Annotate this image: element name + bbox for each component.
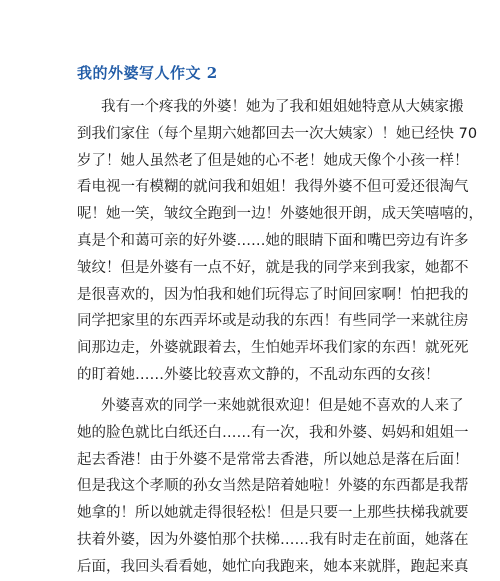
text-line: 岁了！她人虽然老了但是她的心不老！她成天像个小孩一样！ xyxy=(77,152,469,169)
paragraph-1 xyxy=(77,94,483,389)
text-line: 到我们家住（每个星期六她都回去一次大姨家）！她已经快 70 xyxy=(77,125,478,142)
text-line: 的盯着她……外婆比较喜欢文静的，不乱动东西的女孩！ xyxy=(77,366,440,383)
text-line: 是很喜欢的，因为怕我和她们玩得忘了时间回家啊！怕把我的 xyxy=(77,286,469,303)
text-line: 同学把家里的东西弄坏或是动我的东西！有些同学一来就往房 xyxy=(77,313,469,330)
text-line: 间那边走，外婆就跟着去，生怕她弄坏我们家的东西！就死死 xyxy=(77,340,469,357)
text-line: 扶着外婆，因为外婆怕那个扶梯……我有时走在前面，她落在 xyxy=(77,531,469,548)
text-line: 她拿的！所以她就走得很轻松！但是只要一上那些扶梯我就要 xyxy=(77,505,469,522)
document-title: 我的外婆写人作文 2 xyxy=(77,64,218,82)
text-line: 起去香港！由于外婆不是常常去香港，所以她总是落在后面！ xyxy=(77,451,469,468)
text-line: 皱纹！但是外婆有一点不好，就是我的同学来到我家，她都不 xyxy=(77,259,469,276)
text-line: 看电视一有模糊的就问我和姐姐！我得外婆不但可爱还很淘气 xyxy=(77,179,469,196)
text-line: 真是个和蔼可亲的好外婆……她的眼睛下面和嘴巴旁边有许多 xyxy=(77,232,469,249)
text-line: 外婆喜欢的同学一来她就很欢迎！但是她不喜欢的人来了 xyxy=(101,398,464,414)
text-line: 但是我这个孝顺的孙女当然是陪着她啦！外婆的东西都是我帮 xyxy=(77,478,469,495)
text-line: 后面，我回头看看她，她忙向我跑来，她本来就胖，跑起来真 xyxy=(77,558,469,575)
text-line: 她的脸色就比白纸还白……有一次，我和外婆、妈妈和姐姐一 xyxy=(77,424,469,441)
text-line: 我有一个疼我的外婆！她为了我和姐姐她特意从大姨家搬 xyxy=(101,99,464,115)
paragraph-2 xyxy=(77,393,469,581)
text-line: 呢！她一笑，皱纹全跑到一边！外婆她很开朗，成天笑嘻嘻的， xyxy=(77,206,483,223)
